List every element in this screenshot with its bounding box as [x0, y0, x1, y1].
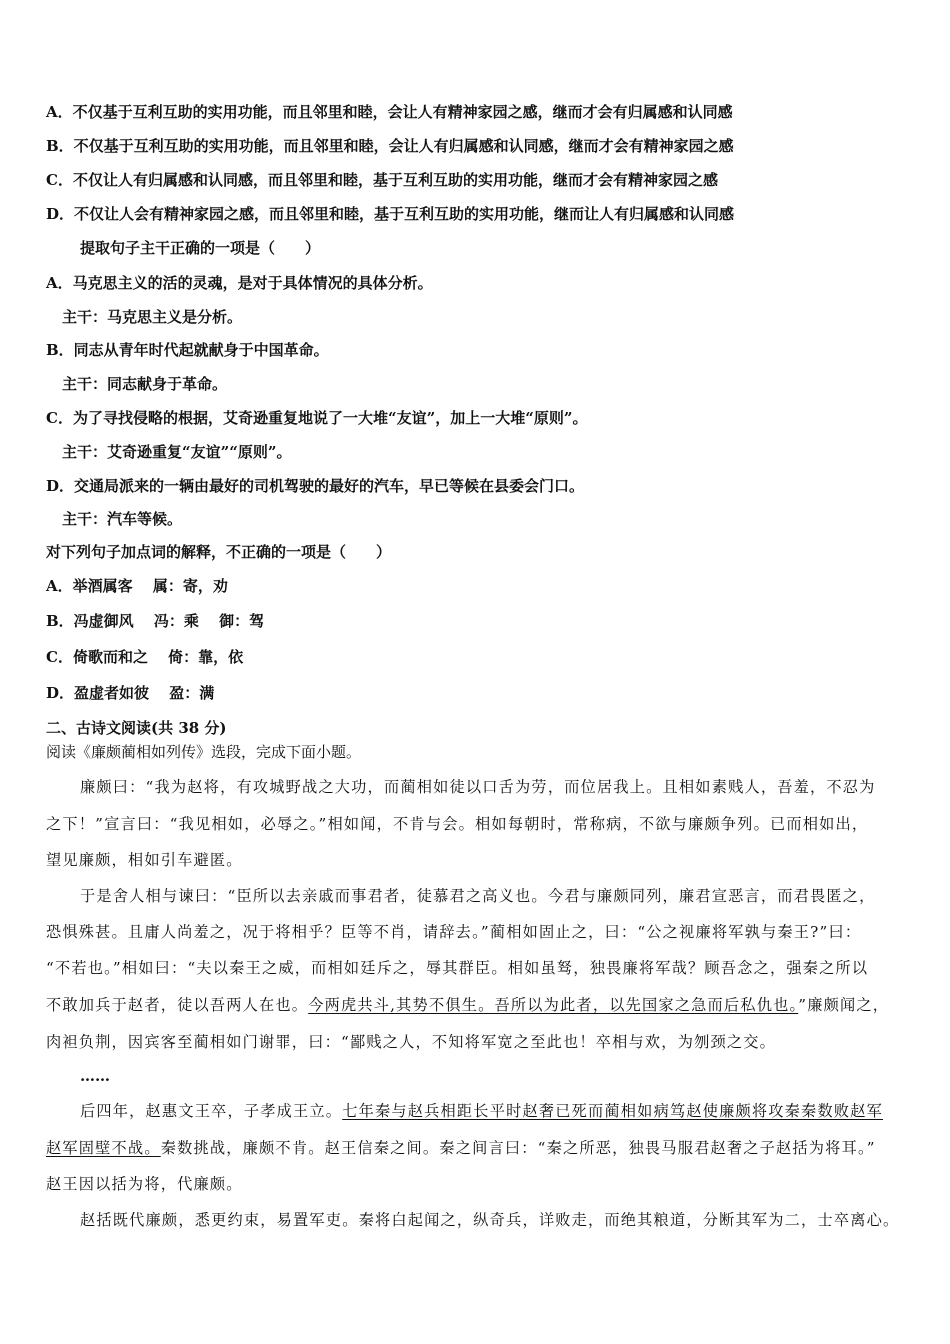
- underlined-sentence-2b: 赵军固壁不战。: [46, 1139, 161, 1157]
- q3-option-d: D．盈虚者如彼 盈：满: [46, 684, 215, 702]
- q3-option-b: B．冯虚御风 冯：乘 御：驾: [46, 612, 265, 630]
- q3-stem: 对下列句子加点词的解释，不正确的一项是（ ）: [46, 543, 392, 561]
- passage-p1-line2: 之下！”宣言曰：“我见相如，必辱之。”相如闻，不肯与会。相如每朝时，常称病，不欲与廉颇争列。已而相如出，: [46, 815, 869, 833]
- passage-p2-line5: 肉袒负荆，因宾客至蔺相如门谢罪，曰：“鄙贱之人，不知将军宽之至此也！卒相与欢，为刎颈之交。: [46, 1033, 777, 1051]
- q2-option-c: C．为了寻找侵略的根据，艾奇逊重复地说了一大堆“友谊”，加上一大堆“原则”。: [46, 409, 588, 427]
- q1-option-a: A．不仅基于互利互助的实用功能，而且邻里和睦，会让人有精神家园之感，继而才会有归属感和认同感: [46, 103, 733, 121]
- q2-option-b: B．同志从青年时代起就献身于中国革命。: [46, 341, 329, 359]
- q2-option-c-main: 主干：艾奇逊重复“友谊”“原则”。: [62, 443, 292, 461]
- passage-p3-line2: [46, 1138, 876, 1158]
- passage-p2-line4-end: ”廉颇闻之，: [798, 996, 890, 1014]
- q1-option-c: C．不仅让人有归属感和认同感，而且邻里和睦，基于互利互助的实用功能，继而才会有精神家园之感: [46, 171, 718, 189]
- passage-p2-line1: 于是舍人相与谏曰：“臣所以去亲戚而事君者，徒慕君之高义也。今君与廉颇同列，廉君宣恶言，而君畏匿之，: [80, 887, 876, 905]
- passage-p1-line3: 望见廉颇，相如引车避匿。: [46, 851, 243, 869]
- passage-p2-line4-start: 不敢加兵于赵者，徒以吾两人在也。: [46, 996, 309, 1014]
- q2-option-d-main: 主干：汽车等候。: [62, 510, 183, 528]
- q2-stem: 提取句子主干正确的一项是（ ）: [80, 239, 321, 257]
- underlined-sentence-2a: 七年秦与赵兵相距长平时赵奢已死而蔺相如病笃赵使廉颇将攻秦秦数败赵军: [342, 1102, 883, 1120]
- passage-p2-line3: “不若也。”相如曰：“夫以秦王之威，而相如廷斥之，辱其群臣。相如虽驽，独畏廉将军哉？顾吾念之，强秦之所以: [46, 959, 869, 977]
- q1-option-b: B．不仅基于互利互助的实用功能，而且邻里和睦，会让人有归属感和认同感，继而才会有精神家园之感: [46, 137, 734, 155]
- q2-option-a: A．马克思主义的活的灵魂，是对于具体情况的具体分析。: [46, 274, 433, 292]
- q3-option-a: A．举酒属客 属：寄，劝: [46, 577, 228, 595]
- passage-p3-line1-start: 后四年，赵惠文王卒，子孝成王立。: [80, 1102, 343, 1120]
- passage-p3-line2-end: 秦数挑战，廉颇不肯。赵王信秦之间。秦之间言曰：“秦之所恶，独畏马服君赵奢之子赵括为将耳。”: [160, 1139, 876, 1157]
- section-title: 二、古诗文阅读(共 38 分): [46, 719, 227, 737]
- passage-p2-line4: [46, 995, 889, 1015]
- q3-option-c: C．倚歌而和之 倚：靠，依: [46, 648, 244, 666]
- section-intro: 阅读《廉颇蔺相如列传》选段，完成下面小题。: [46, 743, 362, 761]
- underlined-sentence-1: 今两虎共斗,其势不俱生。吾所以为此者，以先国家之急而后私仇也。: [308, 996, 799, 1014]
- passage-ellipsis: ……: [80, 1067, 110, 1085]
- passage-p1-line1: 廉颇曰：“我为赵将，有攻城野战之大功，而蔺相如徒以口舌为劳，而位居我上。且相如素贱人，吾羞，不忍为: [80, 778, 876, 796]
- q2-option-a-main: 主干：马克思主义是分析。: [62, 308, 243, 326]
- q1-option-d: D．不仅让人会有精神家园之感，而且邻里和睦，基于互利互助的实用功能，继而让人有归属感和认同感: [46, 205, 735, 223]
- passage-p3-line1: [80, 1101, 883, 1121]
- passage-p3-line3: 赵王因以括为将，代廉颇。: [46, 1175, 243, 1193]
- passage-p2-line2: 恐惧殊甚。且庸人尚羞之，况于将相乎？臣等不肖，请辞去。”蔺相如固止之，曰：“公之视廉将军孰与秦王?”曰：: [46, 923, 862, 941]
- passage-p4-line1: 赵括既代廉颇，悉更约束，易置军吏。秦将白起闻之，纵奇兵，详败走，而绝其粮道，分断其军为二，士卒离心。: [80, 1211, 900, 1229]
- q2-option-b-main: 主干：同志献身于革命。: [62, 375, 228, 393]
- q2-option-d: D．交通局派来的一辆由最好的司机驾驶的最好的汽车，早已等候在县委会门口。: [46, 477, 585, 495]
